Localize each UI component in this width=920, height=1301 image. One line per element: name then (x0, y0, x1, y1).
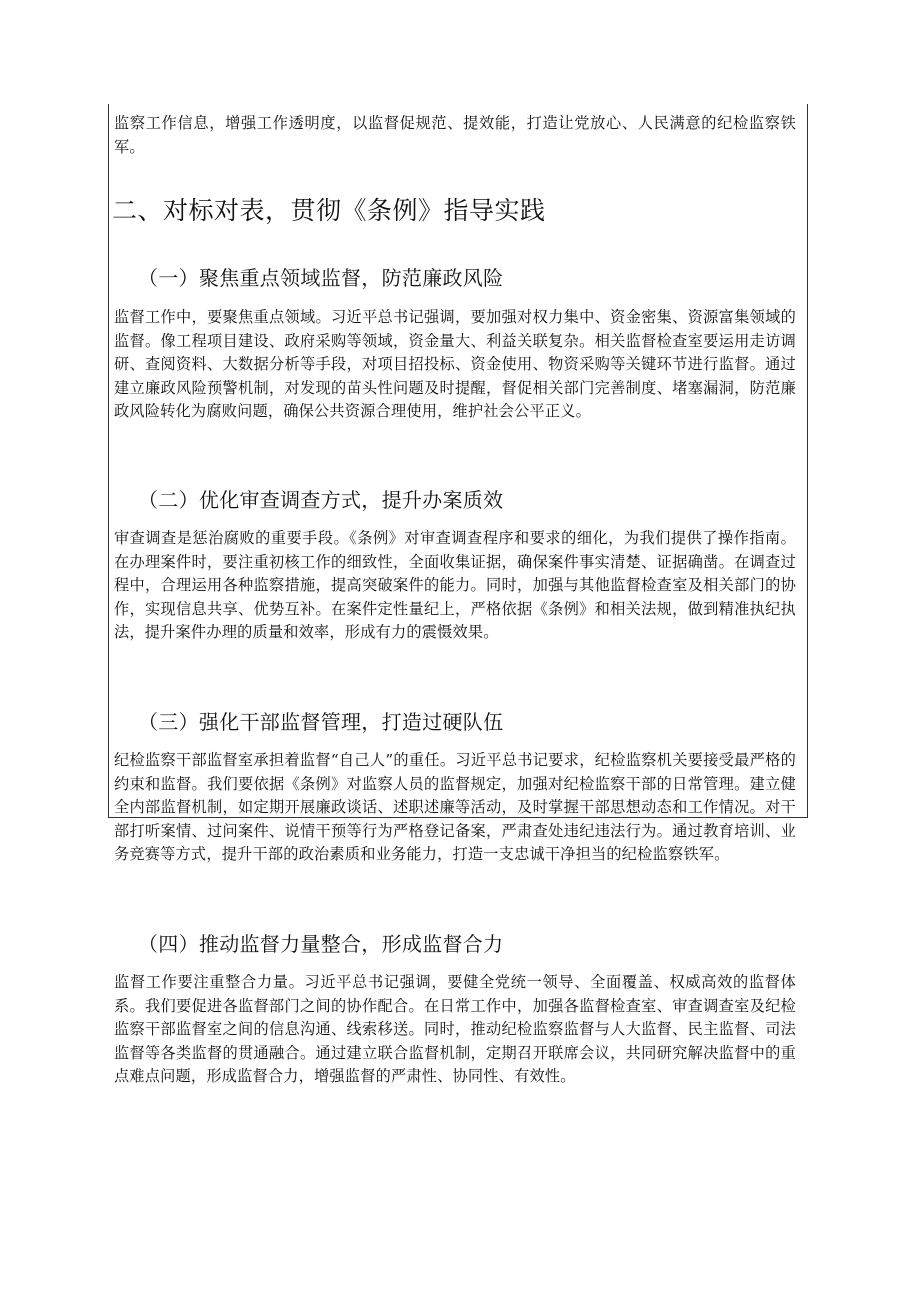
subsection-heading-3: （三）强化干部监督管理，打造过硬队伍 (138, 710, 504, 734)
subsection-body-1: 监督工作中，要聚焦重点领域。习近平总书记强调，要加强对权力集中、资金密集、资源富集领域的监督。像工程项目建设、政府采购等领域，资金量大、利益关联复杂。相关监督检查室要运用走访调研、查阅资料、大数据分析等手段，对项目招投标、资金使用、物资采购等关键环节进行监督。通过建立廉政风险预警机制，对发现的苗头性问题及时提醒，督促相关部门完善制度、堵塞漏洞，防范廉政风险转化为腐败问题，确保公共资源合理使用，维护社会公平正义。 (114, 308, 796, 421)
subsection-body-3: 纪检监察干部监督室承担着监督“自己人”的重任。习近平总书记要求，纪检监察机关要接受最严格的约束和监督。我们要依据《条例》对监察人员的监督规定，加强对纪检监察干部的日常管理。建立健全内部监督机制，如定期开展廉政谈话、述职述廉等活动，及时掌握干部思想动态和工作情况。对干部打听案情、过问案件、说情干预等行为严格登记备案，严肃查处违纪违法行为。通过教育培训、业务竞赛等方式，提升干部的政治素质和业务能力，打造一支忠诚干净担当的纪检监察铁军。 (114, 751, 796, 864)
section-heading: 二、对标对表，贯彻《条例》指导实践 (112, 196, 546, 225)
subsection-body-4: 监督工作要注重整合力量。习近平总书记强调，要健全党统一领导、全面覆盖、权威高效的监督体系。我们要促进各监督部门之间的协作配合。在日常工作中，加强各监督检查室、审查调查室及纪检监察干部监督室之间的信息沟通、线索移送。同时，推动纪检监察监督与人大监督、民主监督、司法监督等各类监督的贯通融合。通过建立联合监督机制，定期召开联席会议，共同研究解决监督中的重点难点问题，形成监督合力，增强监督的严肃性、协同性、有效性。 (114, 973, 796, 1086)
intro-paragraph: 监察工作信息，增强工作透明度，以监督促规范、提效能，打造让党放心、人民满意的纪检监察铁军。 (114, 114, 796, 156)
subsection-heading-2: （二）优化审查调查方式，提升办案质效 (138, 488, 504, 512)
subsection-heading-1: （一）聚焦重点领域监督，防范廉政风险 (138, 266, 504, 290)
subsection-heading-4: （四）推动监督力量整合，形成监督合力 (138, 932, 504, 956)
subsection-body-2: 审查调查是惩治腐败的重要手段。《条例》对审查调查程序和要求的细化，为我们提供了操作指南。在办理案件时，要注重初核工作的细致性，全面收集证据，确保案件事实清楚、证据确凿。在调查过程中，合理运用各种监察措施，提高突破案件的能力。同时，加强与其他监督检查室及相关部门的协作，实现信息共享、优势互补。在案件定性量纪上，严格依据《条例》和相关法规，做到精准执纪执法，提升案件办理的质量和效率，形成有力的震慑效果。 (114, 529, 796, 642)
